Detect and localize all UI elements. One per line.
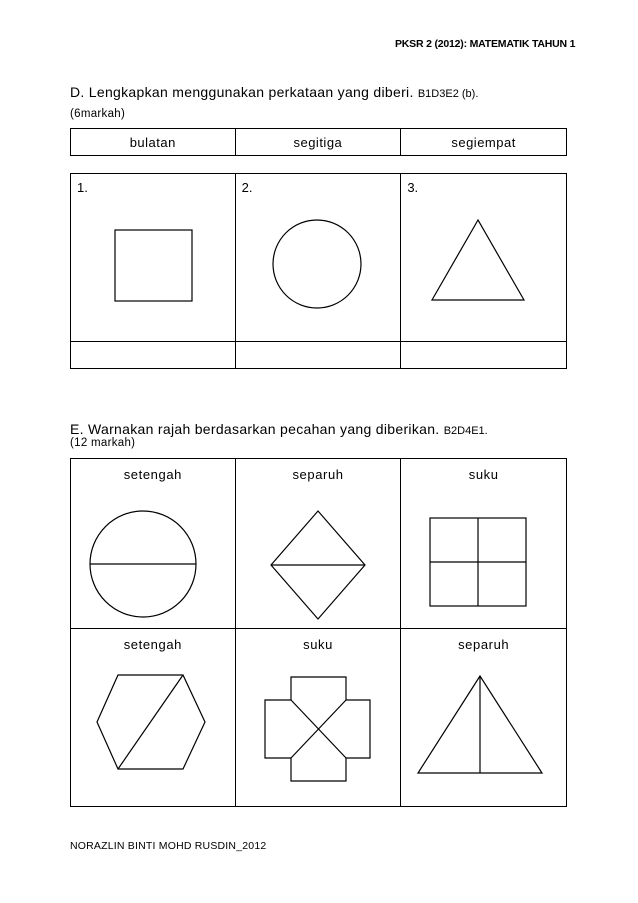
split-circle-icon [71, 459, 236, 629]
item-number: 3. [407, 180, 419, 195]
shape-cell [235, 174, 401, 342]
split-hexagon-icon [71, 629, 236, 807]
section-e-instruction: E. Warnakan rajah berdasarkan pecahan yang diberikan. [70, 421, 440, 437]
answer-box-1[interactable] [71, 342, 236, 369]
split-triangle-icon [401, 629, 567, 807]
section-d-title [70, 84, 478, 100]
fraction-cell[interactable] [71, 629, 236, 807]
fraction-cell[interactable] [71, 459, 236, 629]
shape-naming-table [70, 173, 567, 369]
fraction-label: separuh [292, 467, 344, 482]
word-bank-item: bulatan [71, 129, 236, 156]
answer-box-3[interactable] [401, 342, 567, 369]
fraction-label: separuh [458, 637, 510, 652]
page-footer: NORAZLIN BINTI MOHD RUSDIN_2012 [70, 840, 267, 852]
answer-box-2[interactable] [235, 342, 401, 369]
split-diamond-icon [236, 459, 402, 629]
word-bank-item: segiempat [401, 129, 567, 156]
word-bank-table [70, 128, 567, 156]
page-header: PKSR 2 (2012): MATEMATIK TAHUN 1 [395, 38, 576, 50]
section-e-title [70, 421, 488, 437]
shape-cell [401, 174, 567, 342]
section-d-instruction: D. Lengkapkan menggunakan perkataan yang diberi. [70, 84, 414, 100]
triangle-icon [401, 174, 567, 342]
shape-cell [71, 174, 236, 342]
square-icon [71, 174, 236, 342]
fraction-label: setengah [123, 637, 182, 652]
fraction-cell[interactable] [401, 459, 567, 629]
section-e-code: B2D4E1. [443, 425, 488, 437]
section-d-marks: (6markah) [70, 108, 126, 120]
quartered-square-icon [401, 459, 567, 629]
fraction-label: suku [303, 637, 333, 652]
fraction-cell[interactable] [401, 629, 567, 807]
fraction-coloring-table [70, 458, 567, 807]
item-number: 2. [241, 180, 253, 195]
fraction-cell[interactable] [235, 629, 401, 807]
circle-icon [236, 174, 402, 342]
fraction-label: setengah [123, 467, 182, 482]
section-e-marks: (12 markah) [70, 437, 136, 449]
fraction-cell[interactable] [235, 459, 401, 629]
fraction-label: suku [468, 467, 499, 482]
section-d-code: B1D3E2 (b). [417, 88, 479, 100]
word-bank-item: segitiga [235, 129, 401, 156]
item-number: 1. [77, 180, 88, 195]
quartered-cross-icon [236, 629, 402, 807]
